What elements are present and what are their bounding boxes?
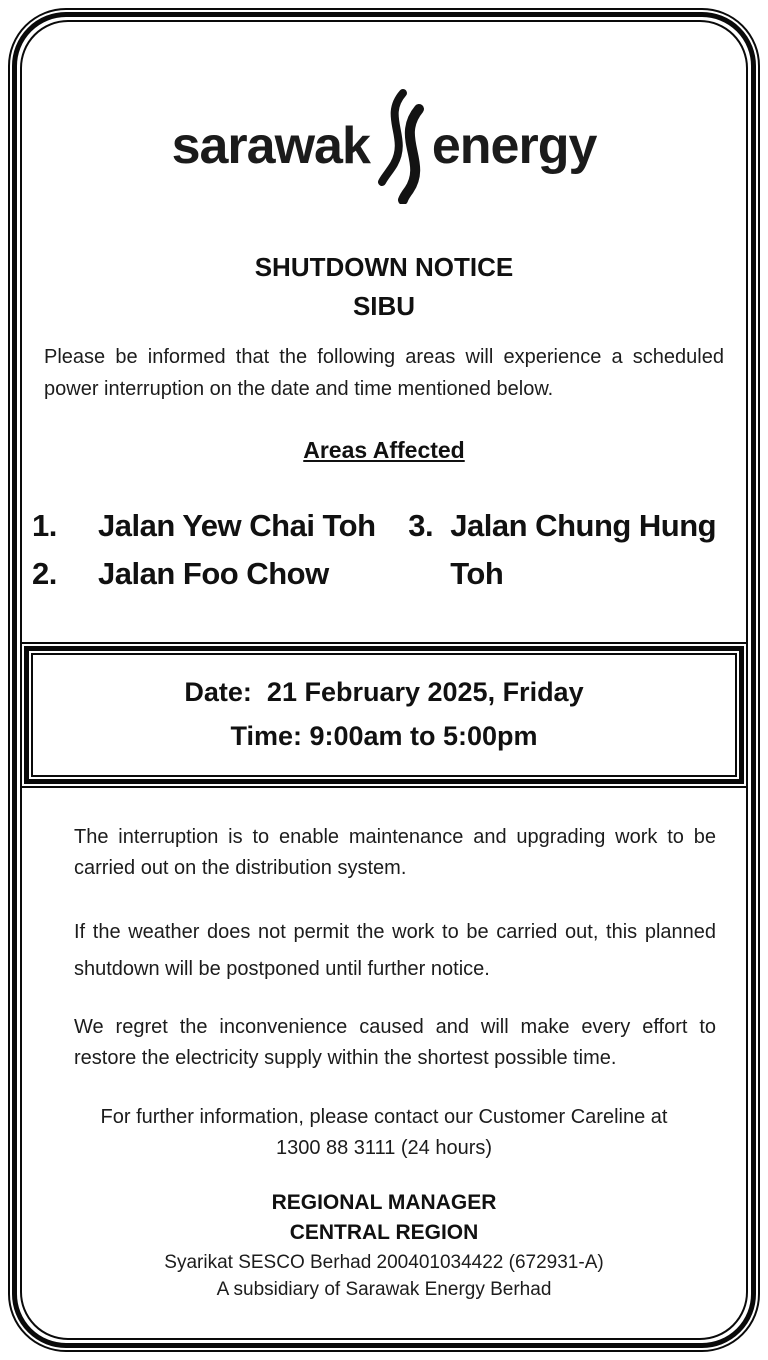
areas-list	[32, 502, 742, 598]
careline-line1: For further information, please contact our Customer Careline at	[100, 1105, 668, 1128]
careline-number: 1300 88 3111 (24 hours)	[275, 1136, 493, 1159]
area-number: 2.	[32, 556, 57, 592]
area-name: Jalan Foo Chow	[98, 556, 329, 592]
schedule-box-inner	[31, 653, 737, 776]
areas-affected-heading: Areas Affected	[303, 437, 465, 464]
list-item	[408, 502, 742, 598]
intro-paragraph: Please be informed that the following areas will experience a scheduled power interruption on the date and time mentioned below.	[44, 346, 724, 400]
logo-word-sarawak: sarawak	[171, 117, 370, 175]
notice-title	[22, 248, 746, 326]
paragraph-regret: We regret the inconvenience caused and will make every effort to restore the electricity supply within the shortest possible time.	[74, 1015, 716, 1069]
signature-block	[22, 1188, 746, 1304]
company-registration: Syarikat SESCO Berhad 200401034422 (672931-A)	[164, 1251, 604, 1273]
list-item	[32, 550, 408, 598]
notice-title-line2: SIBU	[352, 291, 416, 321]
areas-column-left	[32, 502, 408, 598]
schedule-box-middle-border	[24, 646, 744, 783]
areas-column-right	[408, 502, 742, 598]
area-number: 3.	[408, 508, 434, 544]
list-item	[32, 502, 408, 550]
body-paragraphs	[74, 822, 716, 1074]
signature-role: REGIONAL MANAGER	[271, 1190, 497, 1214]
area-number: 1.	[32, 508, 57, 544]
page-content	[22, 22, 746, 1338]
subsidiary-note: A subsidiary of Sarawak Energy Berhad	[216, 1279, 552, 1301]
paragraph-maintenance: The interruption is to enable maintenance and upgrading work to be carried out on the distribution system.	[74, 825, 716, 879]
signature-region: CENTRAL REGION	[289, 1221, 479, 1245]
notice-title-line1: SHUTDOWN NOTICE	[254, 252, 514, 282]
flame-icon	[372, 88, 428, 204]
careline-info	[22, 1102, 746, 1164]
schedule-time: Time: 9:00am to 5:00pm	[230, 721, 538, 752]
area-name: Jalan Yew Chai Toh	[98, 508, 376, 544]
logo-word-energy: energy	[431, 117, 597, 175]
schedule-box	[20, 642, 748, 787]
sarawak-energy-logo	[22, 88, 746, 204]
schedule-date: Date: 21 February 2025, Friday	[184, 677, 584, 708]
area-name: Jalan Chung Hung Toh	[450, 508, 717, 592]
paragraph-weather: If the weather does not permit the work to be carried out, this planned shutdown will be postponed until further notice.	[74, 920, 716, 980]
